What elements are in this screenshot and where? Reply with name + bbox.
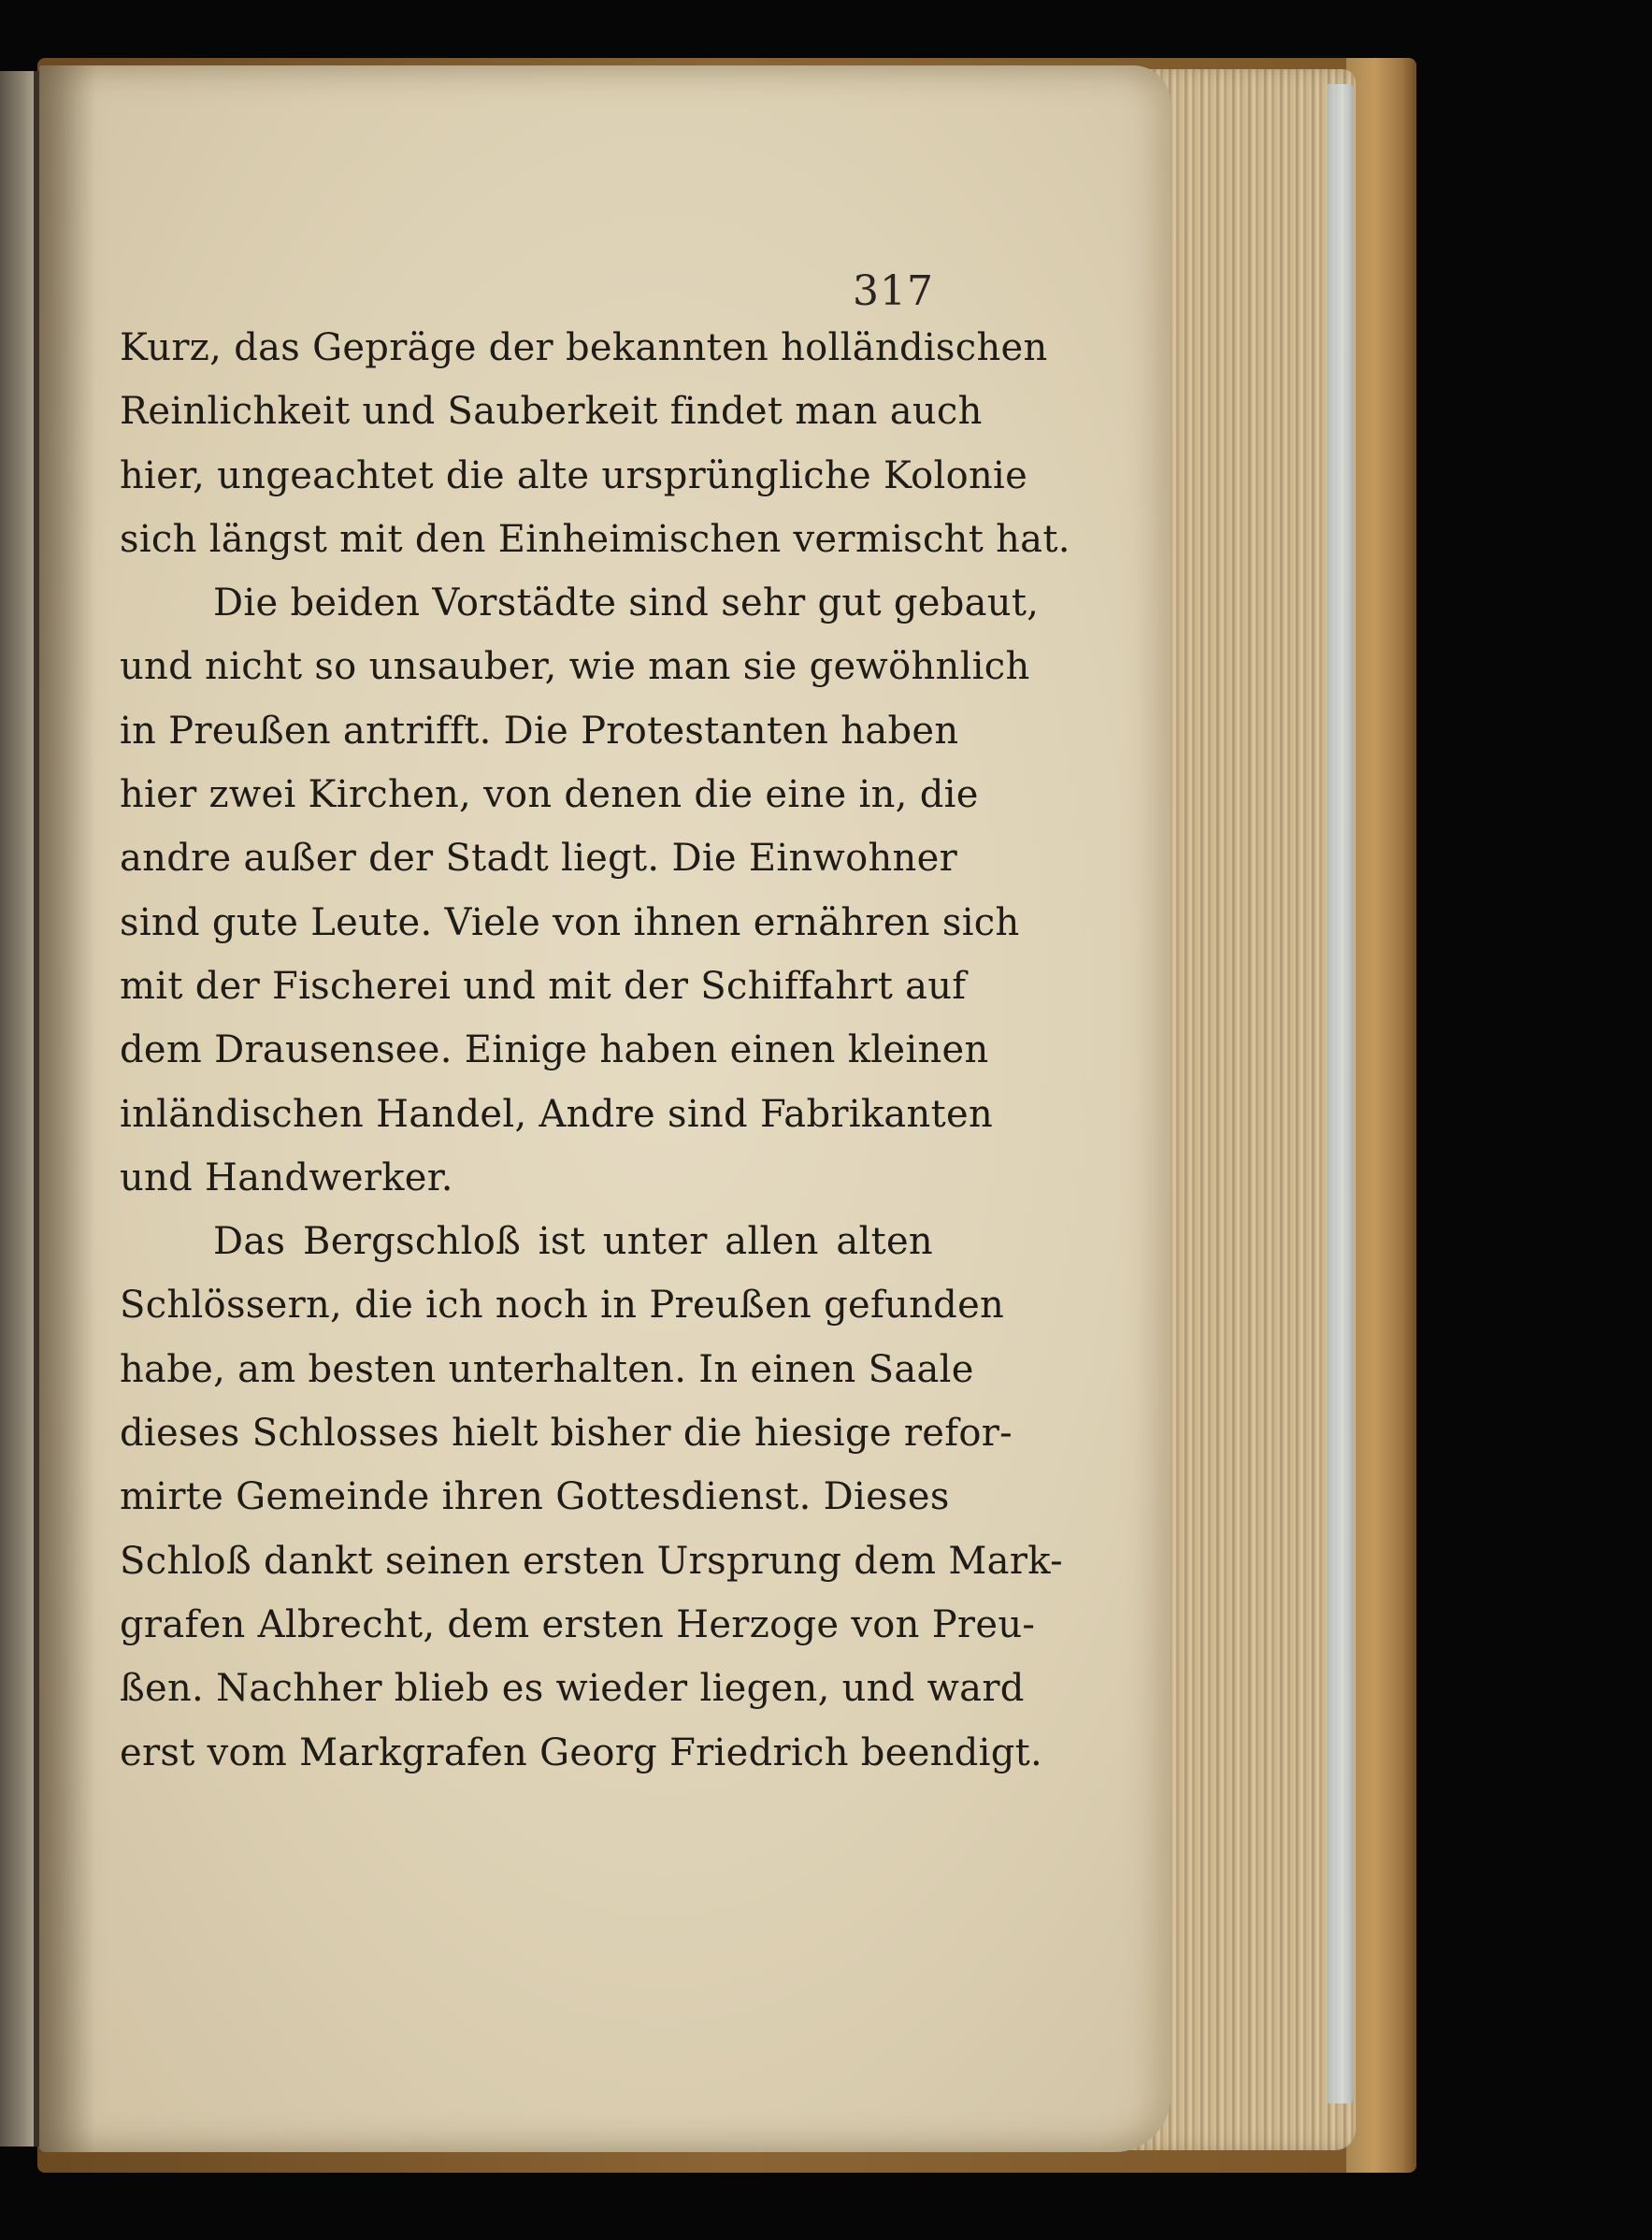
text-line: mirte Gemeinde ihren Gottesdienst. Dieses bbox=[120, 1475, 950, 1519]
gutter-shadow bbox=[39, 65, 95, 2152]
text-line: inländischen Handel, Andre sind Fabrikanten bbox=[120, 1092, 994, 1136]
text-line: und nicht so unsauber, wie man sie gewöhnlich bbox=[120, 645, 1030, 689]
text-line: grafen Albrecht, dem ersten Herzoge von Preu- bbox=[120, 1602, 1036, 1646]
paragraph bbox=[120, 316, 1070, 571]
text-line: sich längst mit den Einheimischen vermischt hat. bbox=[120, 517, 1070, 561]
text-line: dieses Schlosses hielt bisher die hiesige refor- bbox=[120, 1412, 1013, 1456]
text-line: sind gute Leute. Viele von ihnen ernähren sich bbox=[120, 900, 1020, 944]
endpaper-edge bbox=[1328, 84, 1354, 2104]
text-line: Das Bergschloß ist unter allen alten bbox=[213, 1220, 933, 1264]
text-line: Schloß dankt seinen ersten Ursprung dem Mark- bbox=[120, 1539, 1063, 1583]
text-line: dem Drausensee. Einige haben einen kleinen bbox=[120, 1028, 989, 1072]
body-text bbox=[120, 316, 1070, 1785]
text-line: ßen. Nachher blieb es wieder liegen, und ward bbox=[120, 1667, 1025, 1711]
book-cover-edge bbox=[1346, 58, 1416, 2173]
text-line: hier, ungeachtet die alte ursprüngliche Kolonie bbox=[120, 453, 1028, 497]
text-line: Kurz, das Gepräge der bekannten holländischen bbox=[120, 326, 1048, 369]
text-line: Die beiden Vorstädte sind sehr gut gebaut, bbox=[213, 582, 1040, 625]
text-line: habe, am besten unterhalten. In einen Saale bbox=[120, 1347, 974, 1391]
text-line: erst vom Markgrafen Georg Friedrich beendigt. bbox=[120, 1730, 1043, 1774]
paragraph bbox=[120, 1210, 1063, 1785]
right-page bbox=[39, 65, 1171, 2152]
text-line: andre außer der Stadt liegt. Die Einwohner bbox=[120, 837, 957, 881]
text-line: Reinlichkeit und Sauberkeit findet man auch bbox=[120, 390, 983, 434]
page-number: 317 bbox=[853, 267, 934, 315]
text-line: Schlössern, die ich noch in Preußen gefunden bbox=[120, 1284, 1005, 1328]
text-line: in Preußen antrifft. Die Protestanten haben bbox=[120, 709, 959, 753]
text-line: hier zwei Kirchen, von denen die eine in, die bbox=[120, 773, 979, 817]
text-line: und Handwerker. bbox=[120, 1156, 453, 1199]
paragraph bbox=[120, 571, 1040, 1210]
text-line: mit der Fischerei und mit der Schiffahrt auf bbox=[120, 964, 967, 1008]
